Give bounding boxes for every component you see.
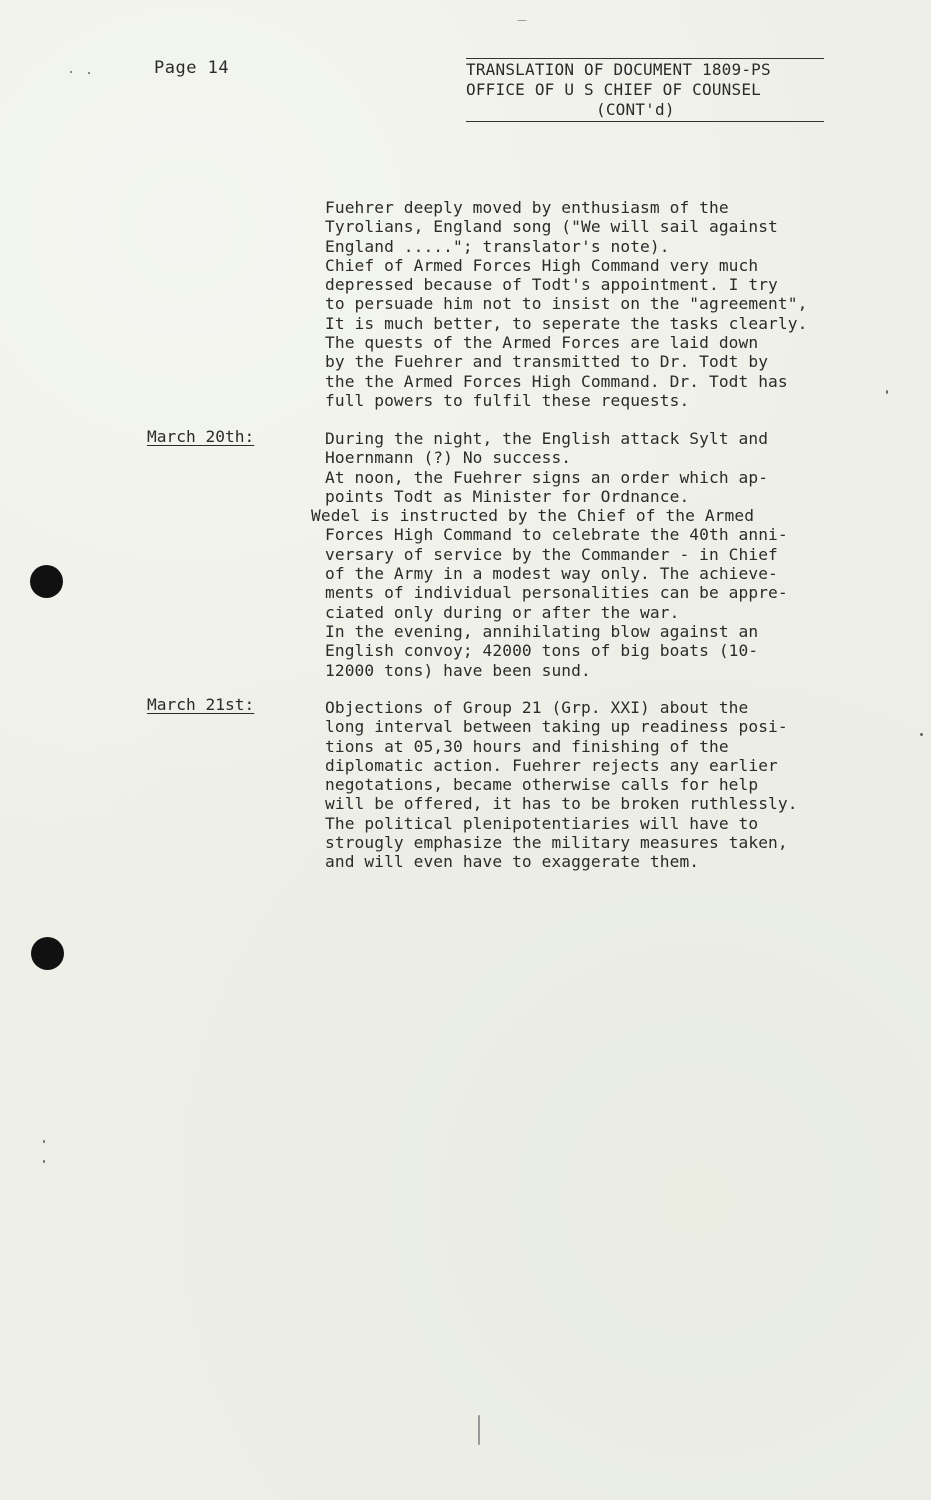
paper-speck <box>88 72 90 74</box>
text-line: by the Fuehrer and transmitted to Dr. Todt by <box>325 352 769 372</box>
paper-speck <box>43 1160 45 1163</box>
text-line: points Todt as Minister for Ordnance. <box>325 486 690 506</box>
text-line: Wedel is instructed by the Chief of the Armed <box>311 506 755 526</box>
paper-speck <box>43 1140 45 1143</box>
text-line: diplomatic action. Fuehrer rejects any earlier <box>325 755 778 775</box>
text-line: negotations, became otherwise calls for help <box>325 775 759 795</box>
header-top-rule <box>466 58 824 59</box>
document-header <box>466 58 826 122</box>
text-line: The political plenipotentiaries will have to <box>325 813 759 833</box>
text-line: of the Army in a modest way only. The achieve- <box>325 564 778 584</box>
text-line: The quests of the Armed Forces are laid down <box>325 333 759 353</box>
punch-hole <box>30 565 63 598</box>
header-continued: (CONT'd) <box>596 100 675 119</box>
paper-speck <box>517 20 527 21</box>
text-line: and will even have to exaggerate them. <box>325 852 700 872</box>
entry-march-21 <box>325 698 905 872</box>
text-line: full powers to fulfil these requests. <box>325 390 690 410</box>
text-line: will be offered, it has to be broken ruthlessly. <box>325 794 798 814</box>
paper-speck <box>70 71 72 73</box>
text-line: long interval between taking up readiness posi- <box>325 717 788 737</box>
text-line: It is much better, to seperate the tasks clearly. <box>325 313 808 333</box>
entry-march-20 <box>311 429 905 680</box>
text-line: English convoy; 42000 tons of big boats (10- <box>325 641 759 661</box>
text-line: Hoernmann (?) No success. <box>325 448 572 468</box>
date-label-march-21: March 21st: <box>147 695 255 714</box>
date-label-march-20: March 20th: <box>147 427 255 446</box>
entry-continuation <box>325 198 905 410</box>
text-line: Forces High Command to celebrate the 40th anni- <box>325 525 788 545</box>
text-line: ciated only during or after the war. <box>325 602 680 622</box>
text-line: the the Armed Forces High Command. Dr. Todt has <box>325 371 788 391</box>
text-line: Objections of Group 21 (Grp. XXI) about the <box>325 698 749 717</box>
text-line: strougly emphasize the military measures taken, <box>325 833 788 853</box>
header-bottom-rule <box>466 121 824 122</box>
text-line: In the evening, annihilating blow against an <box>325 621 759 641</box>
text-line: depressed because of Todt's appointment. I try <box>325 275 778 295</box>
text-line: to persuade him not to insist on the "agreement", <box>325 294 808 314</box>
paper-speck <box>920 733 923 736</box>
text-line: 12000 tons) have been sund. <box>325 660 591 680</box>
text-line: During the night, the English attack Sylt and <box>325 429 769 448</box>
header-title: TRANSLATION OF DOCUMENT 1809-PS <box>466 60 771 79</box>
header-office: OFFICE OF U S CHIEF OF COUNSEL <box>466 80 761 99</box>
text-line: ments of individual personalities can be appre- <box>325 583 788 603</box>
text-line: England ....."; translator's note). <box>325 236 670 256</box>
text-line: At noon, the Fuehrer signs an order which ap- <box>325 467 769 487</box>
punch-hole <box>31 937 64 970</box>
paper-speck <box>478 1415 480 1445</box>
page-number: Page 14 <box>154 58 230 78</box>
text-line: tions at 05,30 hours and finishing of the <box>325 736 729 756</box>
text-line: Chief of Armed Forces High Command very much <box>325 255 759 275</box>
text-line: Fuehrer deeply moved by enthusiasm of the <box>325 198 729 217</box>
text-line: Tyrolians, England song ("We will sail against <box>325 217 778 237</box>
text-line: versary of service by the Commander - in Chief <box>325 544 778 564</box>
